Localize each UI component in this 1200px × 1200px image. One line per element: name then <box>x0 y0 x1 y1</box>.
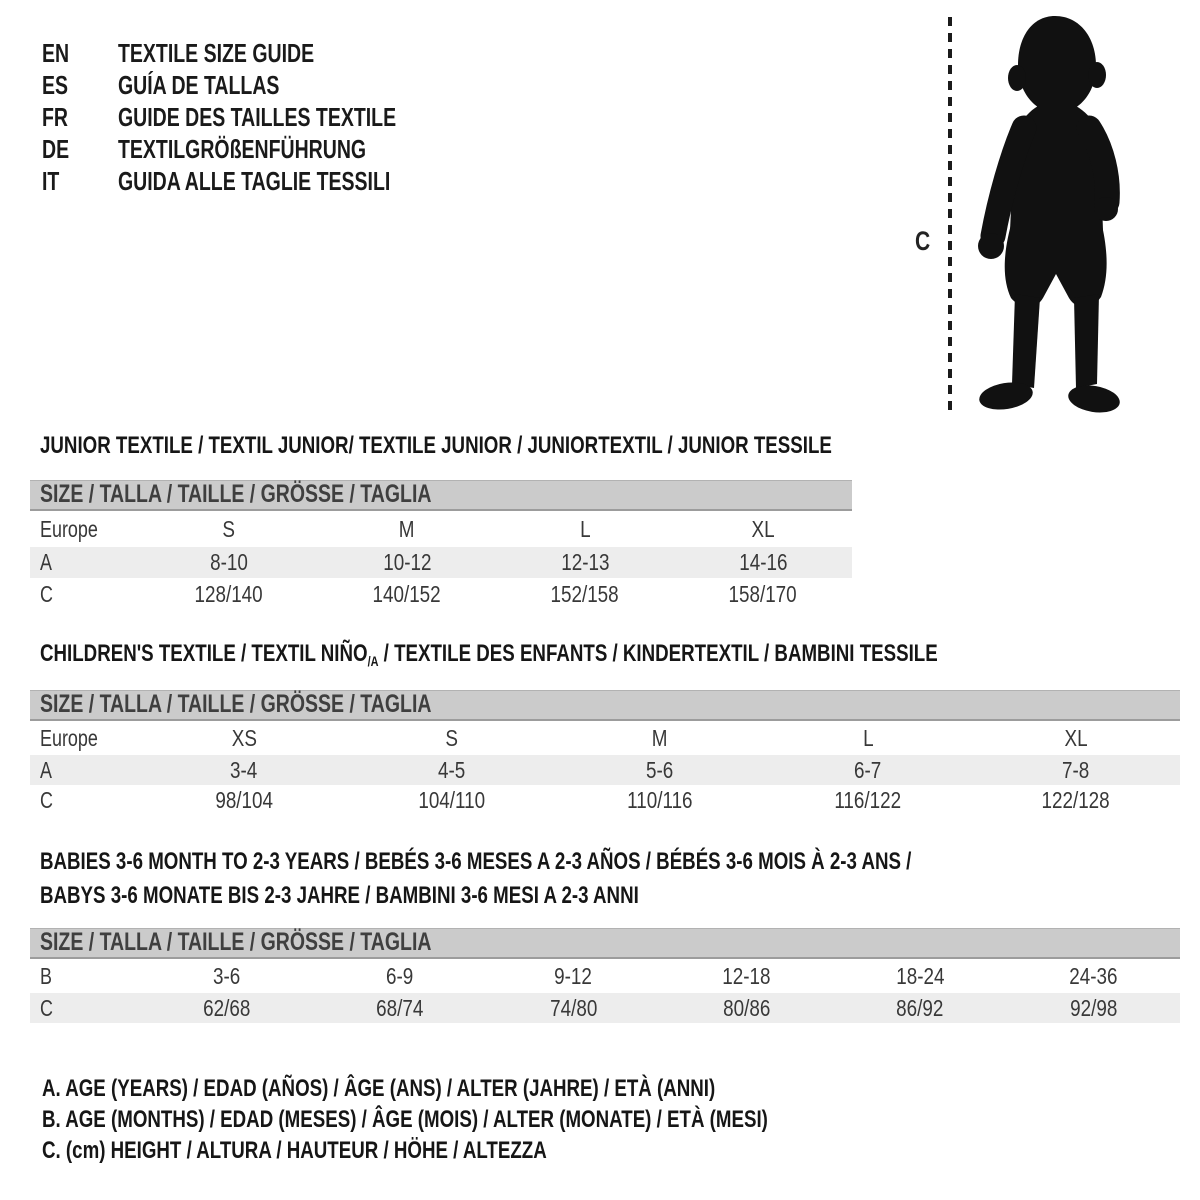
size-header-text: SIZE / TALLA / TAILLE / GRÖSSE / TAGLIA <box>40 928 432 956</box>
size-table-babies <box>30 959 1180 1023</box>
age-value: 7-8 <box>1062 756 1090 783</box>
months-value: 18-24 <box>895 962 945 989</box>
babies-title-text-line1: BABIES 3-6 MONTH TO 2-3 YEARS / BEBÉS 3-6 MESES A 2-3 AÑOS / BÉBÉS 3-6 MOIS À 2-3 ANS / <box>40 848 912 875</box>
table-row-age <box>30 755 1180 785</box>
height-value: 158/170 <box>728 580 798 607</box>
height-value: 104/110 <box>418 787 486 813</box>
language-code <box>42 69 118 101</box>
junior-textile-section <box>30 432 852 612</box>
row-label: Europe <box>40 515 98 542</box>
legend-notes <box>42 1073 973 1166</box>
language-row-fr <box>42 101 489 133</box>
language-row-it <box>42 165 489 197</box>
age-value: 10-12 <box>382 549 432 575</box>
guide-title-fr <box>118 101 489 133</box>
footnote-a-text: A. AGE (YEARS) / EDAD (AÑOS) / ÂGE (ANS) / ALTER (JAHRE) / ETÀ (ANNI) <box>42 1075 716 1102</box>
language-code <box>42 133 118 165</box>
table-row-height <box>30 785 1180 816</box>
height-value: 128/140 <box>194 580 264 607</box>
height-value: 80/86 <box>723 994 771 1021</box>
row-label: B <box>40 962 52 989</box>
guide-title-en <box>118 37 379 69</box>
babies-title-text-line2: BABYS 3-6 MONATE BIS 2-3 JAHRE / BAMBINI 3-6 MESI A 2-3 ANNI <box>40 882 639 909</box>
guide-title-text: GUÍA DE TALLAS <box>118 70 280 100</box>
age-value: 5-6 <box>646 756 674 783</box>
row-label: C <box>40 787 53 813</box>
language-code-text: FR <box>42 102 69 132</box>
footnote-c-text: C. (cm) HEIGHT / ALTURA / HAUTEUR / HÖHE / ALTEZZA <box>42 1137 547 1164</box>
childrens-section-title-text <box>40 640 938 668</box>
row-label: C <box>40 994 53 1021</box>
childrens-section-title <box>40 640 1191 668</box>
table-row-age <box>30 547 852 578</box>
row-label: A <box>40 549 52 575</box>
height-value: 92/98 <box>1069 994 1117 1021</box>
junior-section-title-text: JUNIOR TEXTILE / TEXTIL JUNIOR/ TEXTILE JUNIOR / JUNIORTEXTIL / JUNIOR TESSILE <box>40 432 832 459</box>
table-row-europe <box>30 511 852 547</box>
size-header-bar <box>30 928 1180 959</box>
size-header-text: SIZE / TALLA / TAILLE / GRÖSSE / TAGLIA <box>40 690 432 718</box>
age-value: 6-7 <box>854 756 882 783</box>
height-value: 110/116 <box>627 787 693 813</box>
title-subscript: /A <box>367 653 379 669</box>
size-value: M <box>652 724 668 751</box>
row-label: C <box>40 580 53 607</box>
childrens-textile-section <box>30 640 1180 818</box>
height-value: 98/104 <box>215 787 273 813</box>
language-code-text: IT <box>42 166 60 196</box>
row-label: Europe <box>40 724 98 751</box>
language-code-text: EN <box>42 38 70 68</box>
size-value: XL <box>1064 724 1088 751</box>
height-value: 86/92 <box>896 994 944 1021</box>
footnote-b-text: B. AGE (MONTHS) / EDAD (MESES) / ÂGE (MOIS) / ALTER (MONATE) / ETÀ (MESI) <box>42 1106 768 1133</box>
babies-textile-section <box>30 848 1180 1024</box>
language-row-en <box>42 37 489 69</box>
babies-section-title-line2 <box>40 882 808 910</box>
size-header-bar <box>30 690 1180 721</box>
junior-section-title <box>40 432 1055 460</box>
months-value: 24-36 <box>1069 962 1118 989</box>
height-value: 122/128 <box>1041 787 1111 813</box>
size-value: XS <box>231 724 257 751</box>
language-row-de <box>42 133 489 165</box>
footnote-a <box>42 1073 973 1104</box>
table-row-months <box>30 959 1180 993</box>
age-value: 12-13 <box>560 549 610 575</box>
title-part1: CHILDREN'S TEXTILE / TEXTIL NIÑO <box>40 640 368 667</box>
guide-title-text: TEXTILGRÖßENFÜHRUNG <box>118 134 367 164</box>
guide-title-text: TEXTILE SIZE GUIDE <box>118 38 315 68</box>
language-code <box>42 165 118 197</box>
height-value: 140/152 <box>372 580 442 607</box>
age-value: 4-5 <box>438 756 466 783</box>
title-part2: / TEXTILE DES ENFANTS / KINDERTEXTIL / BAMBINI TESSILE <box>378 640 938 667</box>
age-value: 14-16 <box>738 549 788 575</box>
size-header-text: SIZE / TALLA / TAILLE / GRÖSSE / TAGLIA <box>40 480 432 508</box>
baby-silhouette-shape <box>977 16 1121 416</box>
measure-label-text: C <box>915 226 931 256</box>
language-code <box>42 101 118 133</box>
guide-title-text: GUIDA ALLE TAGLIE TESSILI <box>118 166 391 196</box>
guide-title-text: GUIDE DES TAILLES TEXTILE <box>118 102 397 132</box>
guide-title-it <box>118 165 481 197</box>
months-value: 3-6 <box>213 962 241 989</box>
guide-title-es <box>118 69 333 101</box>
height-value: 62/68 <box>203 994 251 1021</box>
table-row-europe <box>30 721 1180 755</box>
size-table-children <box>30 721 1180 816</box>
size-value: XL <box>751 515 775 542</box>
language-row-es <box>42 69 489 101</box>
language-header <box>42 37 489 197</box>
baby-silhouette-icon <box>905 13 1155 417</box>
months-value: 9-12 <box>554 962 593 989</box>
table-row-height <box>30 993 1180 1023</box>
months-value: 12-18 <box>722 962 771 989</box>
size-value: S <box>222 515 236 542</box>
height-value: 68/74 <box>376 994 424 1021</box>
height-value: 116/122 <box>834 787 902 813</box>
size-value: L <box>579 515 591 542</box>
size-header-bar <box>30 480 852 511</box>
babies-section-title-line1 <box>40 848 1157 876</box>
row-label: A <box>40 756 52 783</box>
table-row-height <box>30 578 852 610</box>
months-value: 6-9 <box>386 962 414 989</box>
footnote-c <box>42 1135 973 1166</box>
language-code <box>42 37 118 69</box>
age-value: 8-10 <box>210 549 248 575</box>
size-value: S <box>445 724 459 751</box>
height-value: 74/80 <box>549 994 597 1021</box>
guide-title-de <box>118 133 449 165</box>
language-code-text: ES <box>42 70 69 100</box>
age-value: 3-4 <box>230 756 258 783</box>
footnote-b <box>42 1104 973 1135</box>
height-measure-figure <box>905 13 1155 417</box>
size-value: L <box>862 724 874 751</box>
height-value: 152/158 <box>550 580 620 607</box>
language-code-text: DE <box>42 134 70 164</box>
size-value: M <box>399 515 415 542</box>
size-table-junior <box>30 511 852 610</box>
